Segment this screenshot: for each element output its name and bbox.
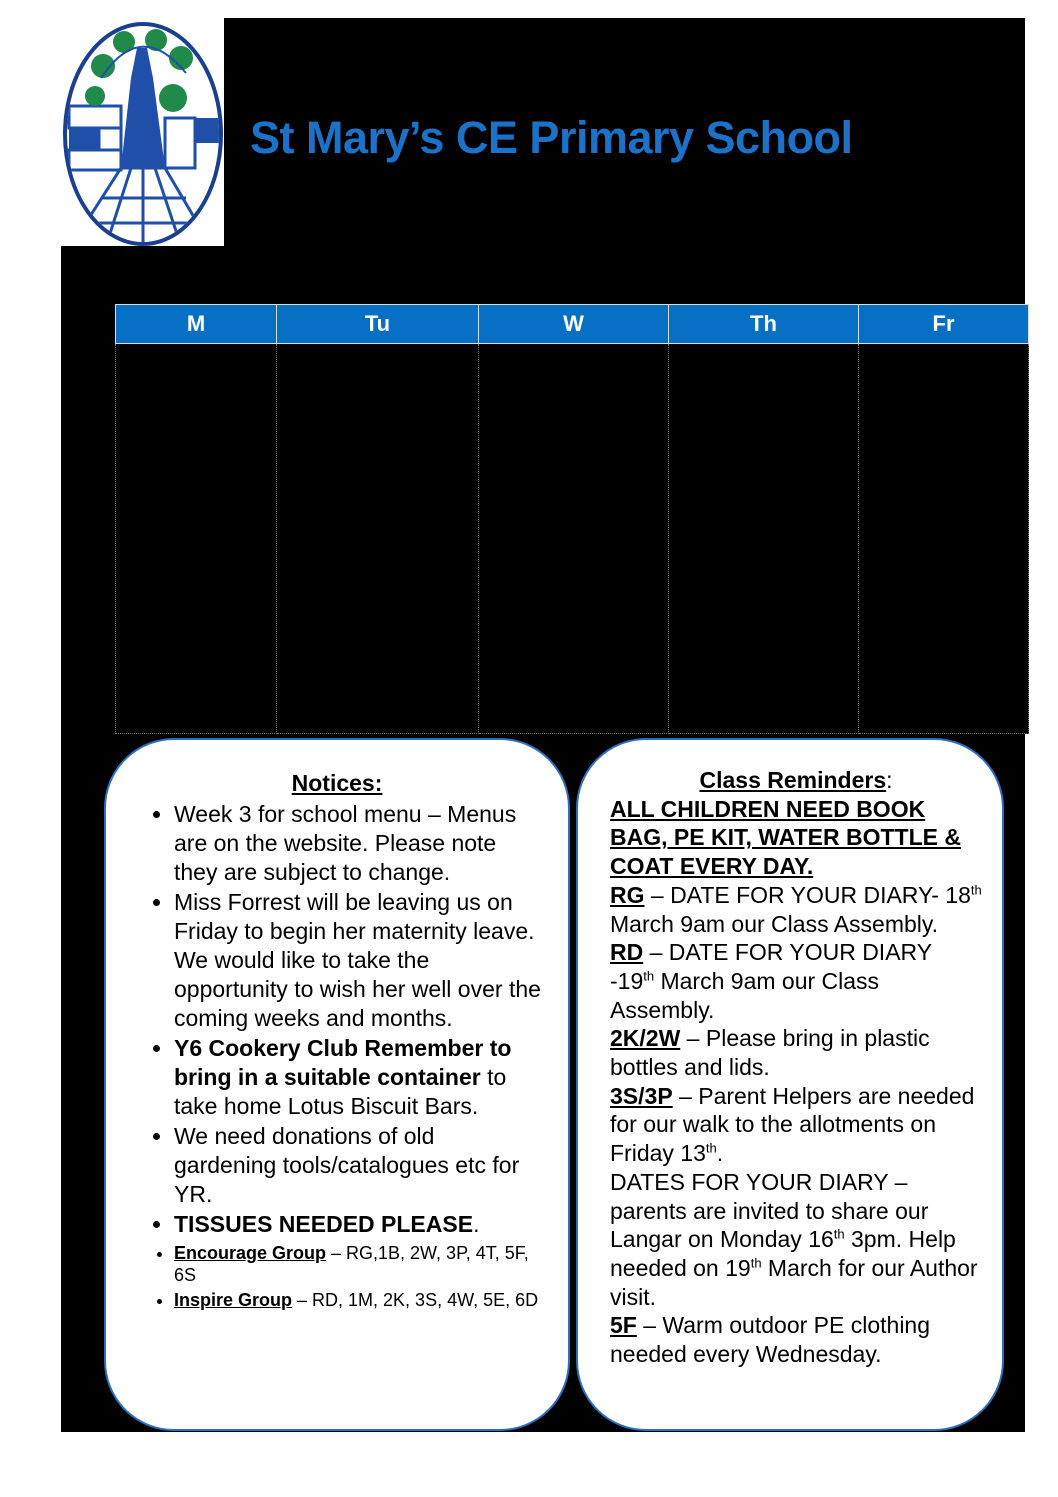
reminders-title (610, 766, 982, 795)
notice-bold-text: Y6 Cookery Club Remember to bring in a suitable container (174, 1035, 512, 1090)
reminder-2k-2w (610, 1024, 982, 1081)
reminder-rd (610, 938, 982, 1024)
list-item (174, 1289, 542, 1311)
day-header-monday: M (116, 305, 277, 344)
class-label: 3S/3P (610, 1082, 673, 1109)
table-row (116, 344, 1029, 734)
notice-bold-text: TISSUES NEEDED PLEASE (174, 1211, 474, 1237)
school-crest-icon (61, 18, 224, 246)
reminder-text: . (716, 1140, 724, 1167)
notices-list (136, 800, 542, 1312)
reminder-text: 3pm. Help needed on 19 (610, 1226, 956, 1281)
day-cell-tuesday (277, 344, 479, 734)
reminder-text: – Warm outdoor PE clothing needed every Wednesday. (610, 1312, 931, 1368)
reminder-dates (610, 1168, 982, 1312)
class-reminders-panel (576, 738, 1004, 1431)
day-header-thursday: Th (669, 305, 859, 344)
list-item (174, 800, 542, 887)
reminder-text: – DATE FOR YOUR DIARY- 18 (644, 881, 971, 908)
weekly-calendar-table (115, 304, 1029, 734)
class-label: 5F (610, 1312, 637, 1339)
day-header-wednesday: W (479, 305, 669, 344)
notice-text: . (473, 1211, 480, 1237)
school-name-title: St Mary’s CE Primary School (250, 112, 853, 163)
reminder-text: – Please bring in plastic bottles and lids. (610, 1025, 930, 1081)
reminders-title-text: Class Reminders (699, 767, 887, 793)
class-label: 2K/2W (610, 1025, 681, 1052)
group-label: Inspire Group (174, 1290, 293, 1310)
reminder-text: – DATE FOR YOUR DIARY -19 (610, 939, 932, 994)
class-label: RG (610, 881, 645, 908)
ordinal-suffix: th (750, 1255, 762, 1271)
table-header-row (116, 305, 1029, 344)
list-item (174, 1122, 542, 1209)
ordinal-suffix: th (643, 968, 655, 984)
list-item (174, 1034, 542, 1121)
ordinal-suffix: th (833, 1226, 845, 1242)
day-cell-monday (116, 344, 277, 734)
day-header-friday: Fr (859, 305, 1029, 344)
list-item (174, 888, 542, 1033)
reminder-5f (610, 1311, 982, 1368)
reminder-text: DATES FOR YOUR DIARY – parents are invited to share our Langar on Monday 16 (610, 1168, 929, 1253)
reminder-rg (610, 881, 982, 938)
group-label: Encourage Group (174, 1243, 327, 1263)
ordinal-suffix: th (970, 882, 982, 898)
class-label: RD (610, 939, 644, 966)
notices-panel (104, 738, 570, 1431)
reminder-text: – Parent Helpers are needed for our walk to the allotments on Friday 13 (610, 1082, 975, 1167)
notice-text: We need donations of old gardening tools/catalogues etc for YR. (174, 1123, 520, 1207)
list-item (174, 1242, 542, 1286)
all-children-notice: ALL CHILDREN NEED BOOK BAG, PE KIT, WATER BOTTLE & COAT EVERY DAY. (610, 795, 961, 880)
reminder-text: March 9am our Class Assembly. (610, 967, 880, 1023)
day-cell-friday (859, 344, 1029, 734)
group-classes: – RD, 1M, 2K, 3S, 4W, 5E, 6D (292, 1290, 539, 1310)
reminder-3s-3p (610, 1082, 982, 1168)
day-header-tuesday: Tu (277, 305, 479, 344)
reminder-text: March 9am our Class Assembly. (610, 910, 939, 937)
notice-text: Miss Forrest will be leaving us on Friday to begin her maternity leave. We would like to take the opportunity to wish her well over the coming weeks and months. (174, 889, 541, 1031)
notice-text: to take home Lotus Biscuit Bars. (174, 1064, 507, 1119)
list-item (174, 1210, 542, 1239)
day-cell-thursday (669, 344, 859, 734)
school-logo (61, 18, 224, 246)
reminder-text: March for our Author visit. (610, 1254, 978, 1310)
day-cell-wednesday (479, 344, 669, 734)
group-classes: – RG,1B, 2W, 3P, 4T, 5F, 6S (174, 1243, 529, 1285)
ordinal-suffix: th (705, 1140, 717, 1156)
notices-title: Notices: (291, 770, 383, 796)
notice-text: Week 3 for school menu – Menus are on the website. Please note they are subject to change. (174, 801, 517, 885)
reminders-title-colon: : (886, 767, 893, 793)
